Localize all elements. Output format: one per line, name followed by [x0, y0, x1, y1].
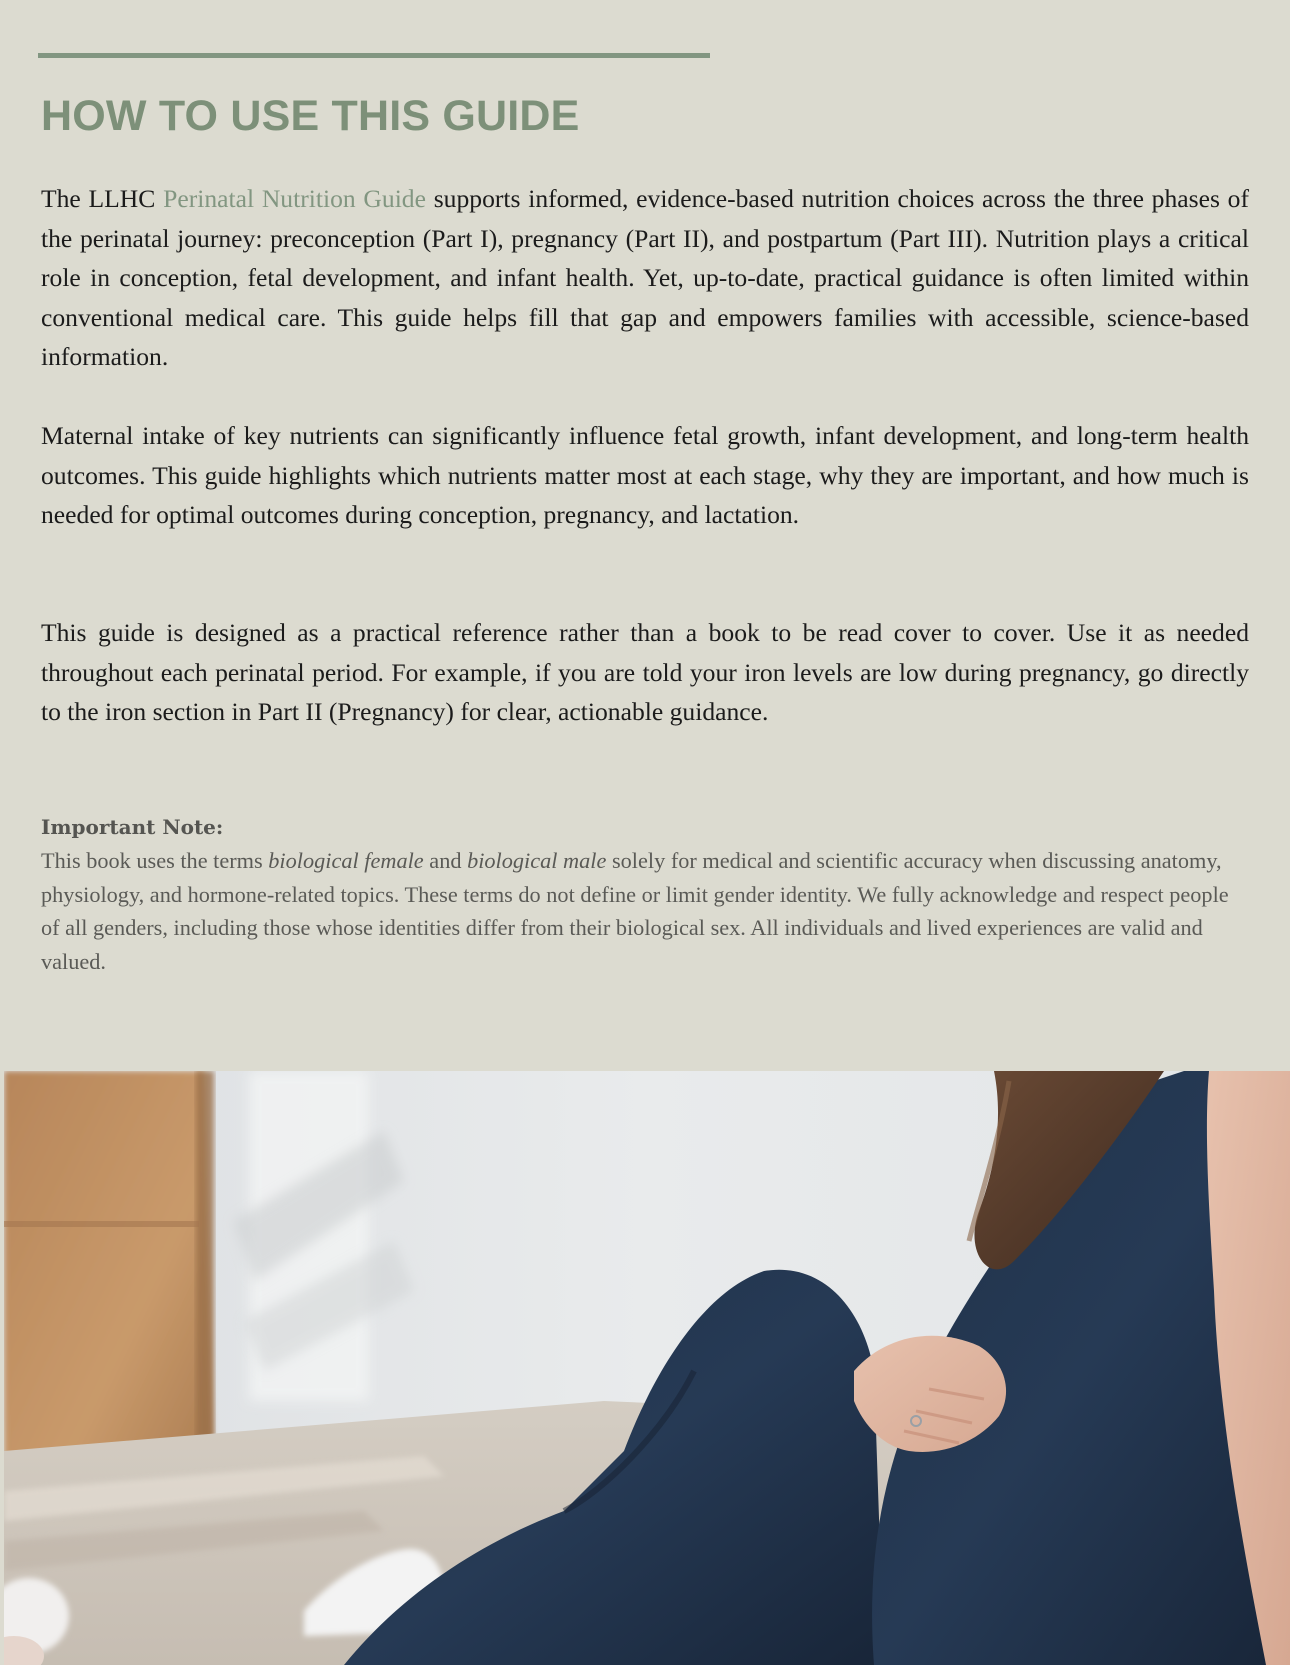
term-biological-male: biological male — [467, 848, 607, 873]
note-text-3: solely for medical and scientific accuracy when discussing anatomy, physiology, and hormone-related topics. These terms do not define or limit gender identity. We fully acknowledge and respect people of all genders, including those whose identities differ from their biological sex. All individuals and lived experiences are valid and valued. — [41, 848, 1229, 974]
intro-paragraph-3: This guide is designed as a practical reference rather than a book to be read cover to cover. Use it as needed throughout each perinatal period. For example, if you are told your iron levels are low during pregnancy, go directly to the iron section in Part II (Pregnancy) for clear, actionable guidance. — [41, 618, 1249, 726]
term-biological-female: biological female — [268, 848, 424, 873]
note-heading: Important Note: — [41, 815, 224, 839]
note-text-2: and — [423, 848, 468, 873]
intro-paragraph-2: Maternal intake of key nutrients can significantly influence fetal growth, infant development, and long-term health outcomes. This guide highlights which nutrients matter most at each stage, why they are important, and how much is needed for optimal outcomes during conception, pregnancy, and lactation. — [41, 421, 1249, 529]
pregnant-woman-photo — [4, 1071, 1290, 1665]
page-title: HOW TO USE THIS GUIDE — [41, 92, 580, 140]
guide-name: Perinatal Nutrition Guide — [163, 184, 426, 213]
p1-lead: The LLHC — [41, 184, 164, 213]
photo-illustration — [4, 1071, 1290, 1665]
top-divider — [38, 53, 710, 58]
note-text-1: This book uses the terms — [41, 848, 269, 873]
p1-rest: supports informed, evidence-based nutrition choices across the three phases of the perinatal journey: preconception (Part I), pregnancy (Part II), and postpartum (Part III). Nutrition plays a critical role in conception, fetal development, and infant health. Yet, up-to-date, practical guidance is often limited within conventional medical care. This guide helps fill that gap and empowers families with accessible, science-based information. — [41, 184, 1249, 371]
note-text — [41, 844, 1251, 978]
intro-paragraph-1 — [41, 179, 1249, 377]
